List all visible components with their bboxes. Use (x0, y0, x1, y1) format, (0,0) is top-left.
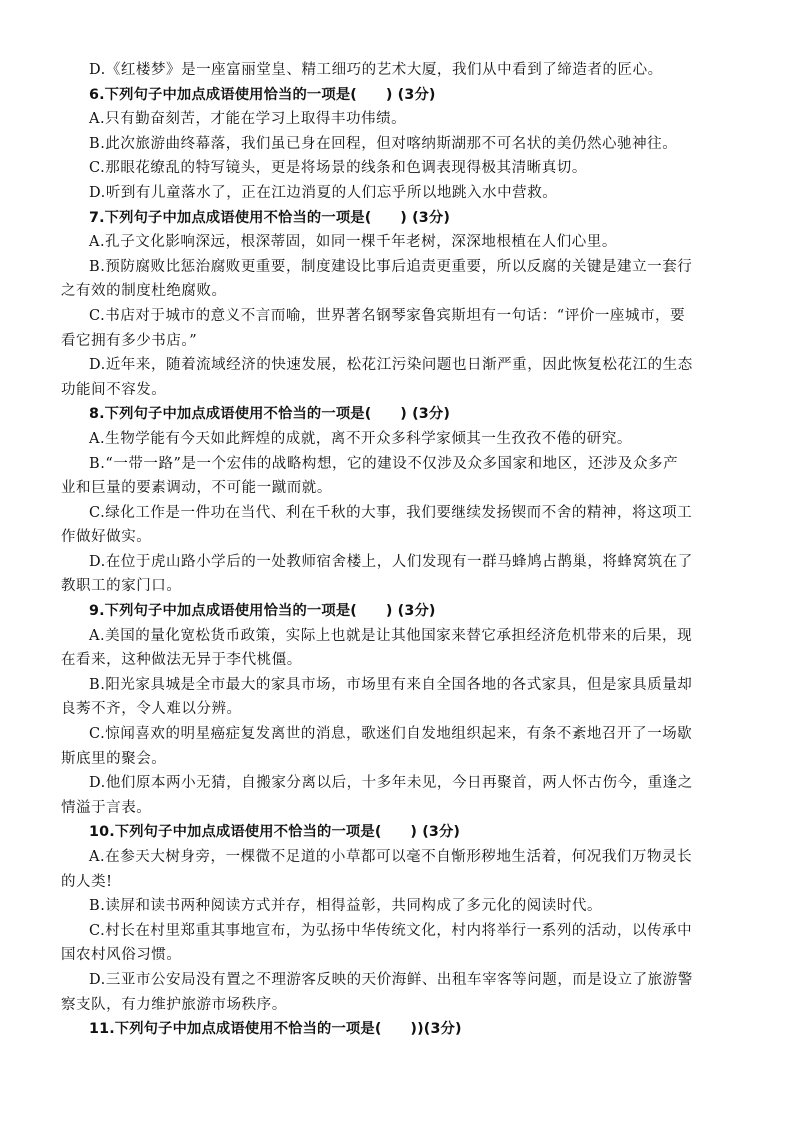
exam-text-body (61, 58, 737, 1042)
question-heading-q11: 11.下列句子中加点成语使用不恰当的一项是( ))(3分) (89, 1021, 462, 1038)
answer-option-continuation-q8-b2: 业和巨量的要素调动，不可能一蹴而就。 (61, 480, 332, 497)
answer-option-q6-d: D.听到有儿童落水了，正在江边消夏的人们忘乎所以地跳入水中营救。 (89, 184, 558, 201)
question-heading-q6: 6.下列句子中加点成语使用恰当的一项是( ) (3分) (89, 86, 436, 103)
answer-option-continuation-q9-d2: 情溢于言表。 (61, 799, 152, 816)
answer-option-q7-a: A.孔子文化影响深远，根深蒂固，如同一棵千年老树，深深地根植在人们心里。 (89, 234, 617, 251)
answer-option-q8-d1: D.在位于虎山路小学后的一处教师宿舍楼上，人们发现有一群马蜂鸠占鹊巢，将蜂窝筑在了 (89, 553, 693, 570)
answer-option-continuation-q10-d2: 察支队，有力维护旅游市场秩序。 (61, 996, 287, 1013)
answer-option-q6-c: C.那眼花缭乱的特写镜头，更是将场景的线条和色调表现得极其清晰真切。 (89, 160, 587, 177)
answer-option-continuation-q8-d2: 教职工的家门口。 (61, 578, 182, 595)
answer-option-q9-d1: D.他们原本两小无猜，自搬家分离以后，十多年未见，今日再聚首，两人怀古伤今，重逢之 (89, 775, 693, 792)
answer-option-continuation-q10-a2: 的人类! (61, 873, 113, 890)
answer-option-continuation-q9-a2: 在看来，这种做法无异于李代桃僵。 (61, 652, 302, 669)
answer-option-q7-b1: B.预防腐败比惩治腐败更重要，制度建设比事后追责更重要，所以反腐的关键是建立一套行 (89, 258, 693, 275)
question-heading-q8: 8.下列句子中加点成语使用不恰当的一项是( ) (3分) (89, 406, 451, 423)
answer-option-continuation-q9-c2: 斯底里的聚会。 (61, 750, 167, 767)
answer-option-q9-a1: A.美国的量化宽松货币政策，实际上也就是让其他国家来替它承担经济危机带来的后果，现 (89, 627, 693, 644)
answer-option-continuation-q8-c2: 作做好做实。 (61, 529, 152, 546)
answer-option-q9-c1: C.惊闻喜欢的明星癌症复发离世的消息，歌迷们自发地组织起来，有条不紊地召开了一场歇 (89, 726, 693, 743)
answer-option-q9-b1: B.阳光家具城是全市最大的家具市场，市场里有来自全国各地的各式家具，但是家具质量却 (89, 676, 693, 693)
answer-option-continuation-q10-c2: 国农村风俗习惯。 (61, 947, 182, 964)
answer-option-continuation-q9-b2: 良莠不齐，令人难以分辨。 (61, 701, 242, 718)
answer-option-q6-b: B.此次旅游曲终幕落，我们虽已身在回程，但对喀纳斯湖那不可名状的美仍然心驰神往。 (89, 135, 678, 152)
answer-option-q7-d1: D.近年来，随着流域经济的快速发展，松花江污染问题也日渐严重，因此恢复松花江的生态 (89, 357, 693, 374)
answer-option-continuation-q7-d2: 功能间不容发。 (61, 381, 167, 398)
answer-option-q7-c1: C.书店对于城市的意义不言而喻，世界著名钢琴家鲁宾斯坦有一句话：“评价一座城市，要 (89, 307, 686, 324)
question-heading-q7: 7.下列句子中加点成语使用不恰当的一项是( ) (3分) (89, 209, 451, 226)
answer-option-q8-c1: C.绿化工作是一件功在当代、利在千秋的大事，我们要继续发扬锲而不舍的精神，将这项工 (89, 504, 693, 521)
answer-option-q10-a1: A.在参天大树身旁，一棵微不足道的小草都可以毫不自惭形秽地生活着，何况我们万物灵长 (89, 849, 693, 865)
answer-option-continuation-q7-c2: 看它拥有多少书店。” (61, 332, 198, 349)
answer-option-q8-b1: B.“一带一路”是一个宏伟的战略构想，它的建设不仅涉及众多国家和地区，还涉及众多产 (89, 455, 679, 472)
answer-option-q8-a: A.生物学能有今天如此辉煌的成就，离不开众多科学家倾其一生孜孜不倦的研究。 (89, 430, 632, 447)
answer-option-q10-d1: D.三亚市公安局没有置之不理游客反映的天价海鲜、出租车宰客等问题，而是设立了旅游警 (89, 971, 693, 988)
answer-option-q6-a: A.只有勤奋刻苦，才能在学习上取得丰功伟绩。 (89, 111, 407, 128)
question-heading-q10: 10.下列句子中加点成语使用不恰当的一项是( ) (3分) (89, 824, 461, 841)
answer-option-continuation-q7-b2: 之有效的制度杜绝腐败。 (61, 283, 227, 300)
answer-option-q5-d: D.《红楼梦》是一座富丽堂皇、精工细巧的艺术大厦，我们从中看到了缔造者的匠心。 (89, 62, 663, 78)
question-heading-q9: 9.下列句子中加点成语使用恰当的一项是( ) (3分) (89, 603, 436, 620)
answer-option-q10-b: B.读屏和读书两种阅读方式并存，相得益彰，共同构成了多元化的阅读时代。 (89, 898, 603, 915)
answer-option-q10-c1: C.村长在村里郑重其事地宣布，为弘扬中华传统文化，村内将举行一系列的活动，以传承中 (89, 922, 693, 939)
